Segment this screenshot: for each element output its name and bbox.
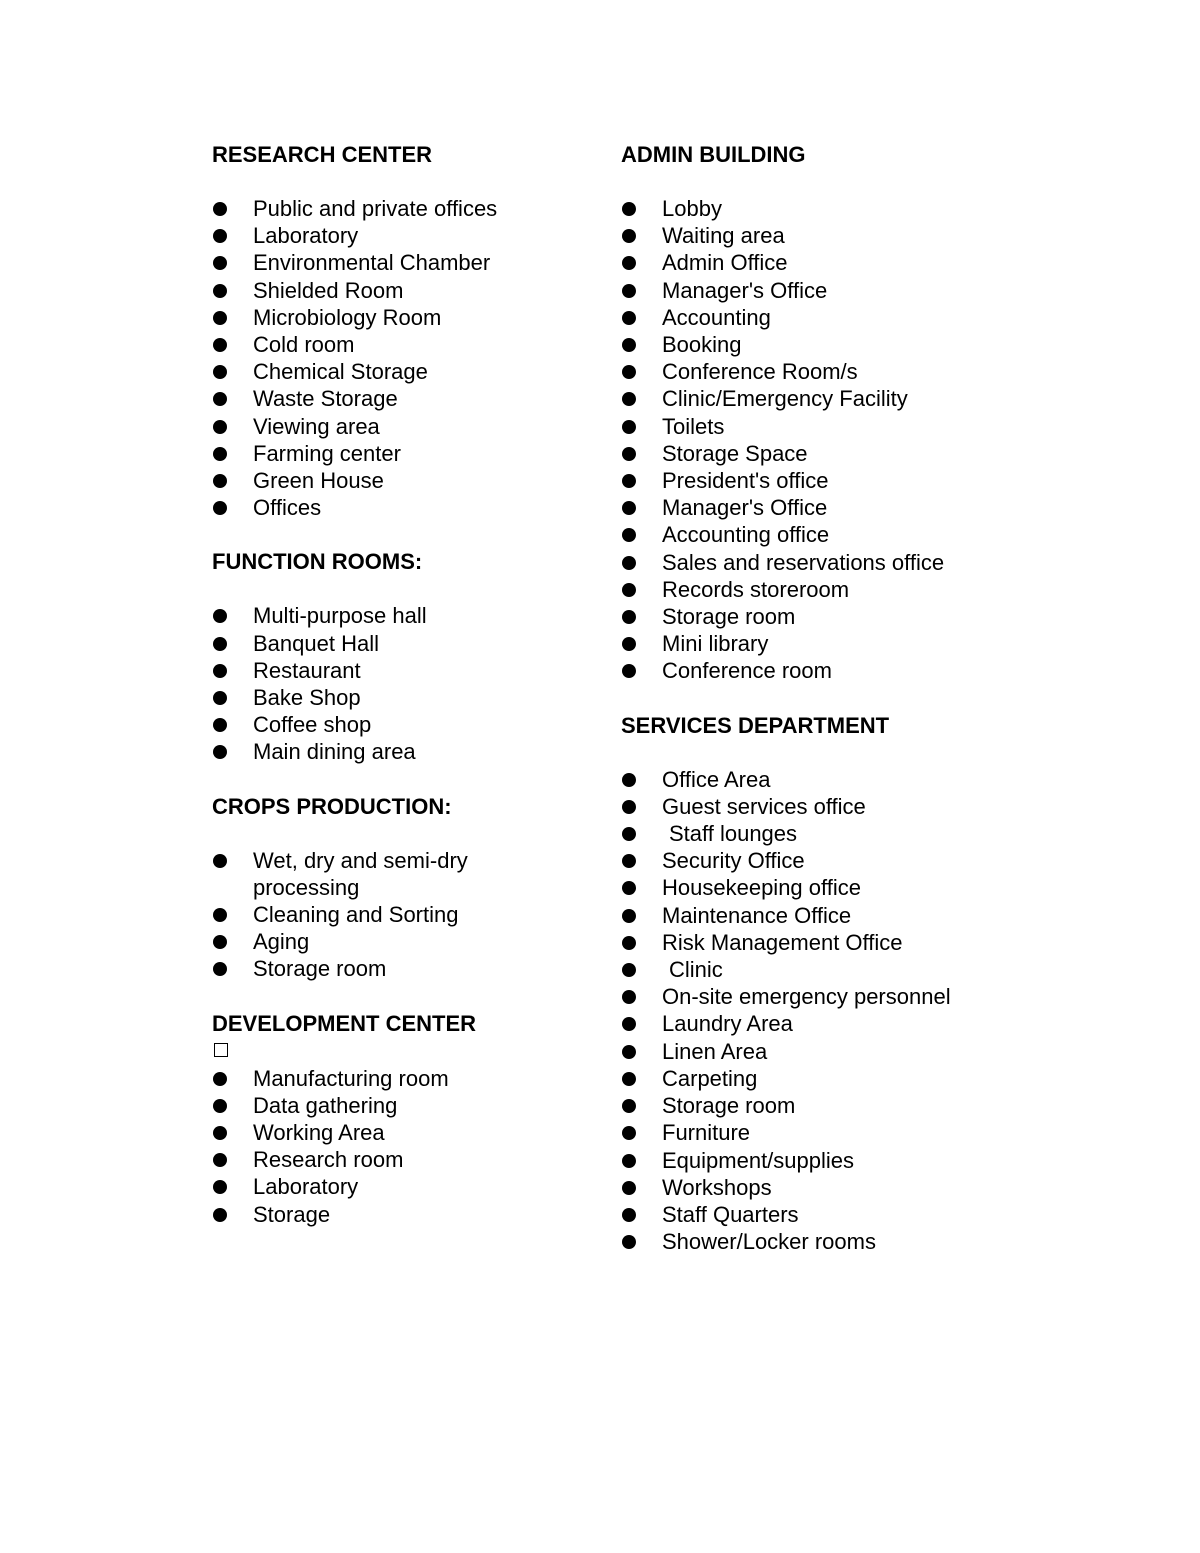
list-item-label: Green House bbox=[253, 468, 384, 494]
list-item-label: Guest services office bbox=[662, 793, 866, 819]
list-item bbox=[621, 793, 1021, 820]
bullet-icon bbox=[622, 392, 636, 406]
list-item-label: Working Area bbox=[253, 1120, 385, 1146]
list-item bbox=[212, 630, 612, 657]
bullet-icon bbox=[622, 501, 636, 515]
list-item bbox=[621, 467, 1021, 494]
bullet-icon bbox=[213, 854, 227, 868]
list-item-label: President's office bbox=[662, 468, 829, 494]
list-item bbox=[212, 1201, 612, 1228]
list-item bbox=[212, 901, 612, 928]
bullet-icon bbox=[213, 1153, 227, 1167]
item-list bbox=[212, 195, 612, 521]
list-item-label: Laboratory bbox=[253, 1174, 359, 1200]
list-item-label: Security Office bbox=[662, 848, 805, 874]
list-item-label: Research room bbox=[253, 1147, 404, 1173]
list-item-label: Storage room bbox=[662, 1093, 796, 1119]
list-item-label: Toilets bbox=[662, 413, 725, 439]
list-item bbox=[212, 385, 612, 412]
list-item bbox=[621, 358, 1021, 385]
list-item-label: Microbiology Room bbox=[253, 304, 442, 330]
list-item bbox=[621, 249, 1021, 276]
list-item-label: Farming center bbox=[253, 440, 401, 466]
bullet-icon bbox=[622, 664, 636, 678]
list-item bbox=[621, 1119, 1021, 1146]
bullet-icon bbox=[622, 365, 636, 379]
list-item-label: Banquet Hall bbox=[253, 630, 379, 656]
bullet-icon bbox=[622, 1126, 636, 1140]
list-item bbox=[621, 440, 1021, 467]
bullet-icon bbox=[213, 447, 227, 461]
list-item-label: Shower/Locker rooms bbox=[662, 1229, 876, 1255]
list-item-label: Public and private offices bbox=[253, 196, 498, 221]
bullet-icon bbox=[213, 637, 227, 651]
bullet-icon bbox=[213, 284, 227, 298]
bullet-icon bbox=[622, 528, 636, 542]
bullet-icon bbox=[213, 664, 227, 678]
list-item-label: Waste Storage bbox=[253, 386, 398, 412]
section-title: DEVELOPMENT CENTER bbox=[212, 1010, 477, 1036]
list-item bbox=[621, 331, 1021, 358]
list-item-label: Cold room bbox=[253, 332, 355, 358]
list-item bbox=[621, 820, 1021, 847]
list-item bbox=[212, 602, 612, 629]
bullet-icon bbox=[622, 827, 636, 841]
list-item bbox=[212, 684, 612, 711]
list-item-label: Furniture bbox=[662, 1120, 751, 1146]
list-item bbox=[621, 195, 1021, 222]
list-item-label: Lobby bbox=[662, 196, 722, 221]
list-item bbox=[621, 902, 1021, 929]
list-item bbox=[621, 983, 1021, 1010]
list-item bbox=[621, 1038, 1021, 1065]
bullet-icon bbox=[622, 1017, 636, 1031]
list-item bbox=[621, 576, 1021, 603]
bullet-icon bbox=[622, 420, 636, 434]
bullet-icon bbox=[622, 881, 636, 895]
list-item-label: Aging bbox=[253, 929, 310, 955]
bullet-icon bbox=[213, 501, 227, 515]
list-item-label: Carpeting bbox=[662, 1065, 758, 1091]
item-list bbox=[212, 602, 612, 765]
list-item bbox=[212, 1173, 612, 1200]
list-item-label: Storage room bbox=[662, 604, 796, 630]
left-column bbox=[212, 141, 612, 1255]
list-item bbox=[212, 277, 612, 304]
section-title: RESEARCH CENTER bbox=[212, 142, 433, 167]
list-item-label: Coffee shop bbox=[253, 712, 372, 738]
bullet-icon bbox=[622, 338, 636, 352]
bullet-icon bbox=[622, 637, 636, 651]
bullet-icon bbox=[622, 990, 636, 1004]
list-item-label: Cleaning and Sorting bbox=[253, 902, 459, 928]
list-item bbox=[212, 440, 612, 467]
list-item-label: Mini library bbox=[662, 631, 769, 657]
section-title: ADMIN BUILDING bbox=[621, 142, 806, 167]
list-item-label: Risk Management Office bbox=[662, 929, 903, 955]
list-item-label: Conference room bbox=[662, 658, 832, 684]
list-item-label: Admin Office bbox=[662, 250, 788, 276]
list-item-label: Equipment/supplies bbox=[662, 1147, 855, 1173]
bullet-icon bbox=[622, 284, 636, 298]
bullet-icon bbox=[622, 311, 636, 325]
bullet-icon bbox=[213, 1208, 227, 1222]
list-item bbox=[621, 956, 1021, 983]
bullet-icon bbox=[622, 773, 636, 787]
list-item-label: On-site emergency personnel bbox=[662, 984, 951, 1010]
list-item-label: Bake Shop bbox=[253, 685, 361, 711]
list-item bbox=[621, 847, 1021, 874]
list-item bbox=[212, 711, 612, 738]
list-item-label: Storage Space bbox=[662, 440, 808, 466]
bullet-icon bbox=[213, 229, 227, 243]
list-item bbox=[621, 1174, 1021, 1201]
bullet-icon bbox=[622, 556, 636, 570]
list-item bbox=[212, 657, 612, 684]
item-list bbox=[212, 847, 612, 983]
list-item-label: Booking bbox=[662, 332, 742, 358]
bullet-icon bbox=[622, 963, 636, 977]
list-item bbox=[212, 222, 612, 249]
list-item-label: Records storeroom bbox=[662, 576, 850, 602]
section-services-department bbox=[621, 712, 1021, 1256]
list-item bbox=[621, 277, 1021, 304]
section-title: FUNCTION ROOMS: bbox=[212, 549, 423, 575]
list-item bbox=[212, 249, 612, 276]
bullet-icon bbox=[622, 800, 636, 814]
bullet-icon bbox=[213, 1180, 227, 1194]
right-column bbox=[621, 141, 1021, 1282]
list-item bbox=[212, 467, 612, 494]
bullet-icon bbox=[622, 583, 636, 597]
list-item bbox=[621, 657, 1021, 684]
bullet-icon bbox=[622, 936, 636, 950]
bullet-icon bbox=[622, 447, 636, 461]
bullet-icon bbox=[622, 1154, 636, 1168]
list-item bbox=[212, 1119, 612, 1146]
list-item bbox=[621, 874, 1021, 901]
bullet-icon bbox=[213, 365, 227, 379]
list-item-label: Staff lounges bbox=[669, 821, 798, 847]
section-title: SERVICES DEPARTMENT bbox=[621, 712, 890, 738]
bullet-icon bbox=[213, 609, 227, 623]
list-item bbox=[621, 603, 1021, 630]
list-item bbox=[212, 1146, 612, 1173]
bullet-icon bbox=[213, 908, 227, 922]
item-list bbox=[621, 766, 1021, 1256]
empty-checkbox-icon bbox=[214, 1043, 228, 1057]
section-crops-production bbox=[212, 793, 612, 983]
list-item-label: Workshops bbox=[662, 1174, 772, 1200]
item-list bbox=[621, 195, 1021, 685]
list-item-label: Storage room bbox=[253, 956, 387, 982]
list-item bbox=[621, 1147, 1021, 1174]
section-development-center bbox=[212, 1010, 612, 1228]
list-item bbox=[621, 222, 1021, 249]
list-item-label: Viewing area bbox=[253, 413, 380, 439]
list-item-label: Shielded Room bbox=[253, 277, 404, 303]
list-item bbox=[212, 1092, 612, 1119]
list-item-label: Housekeeping office bbox=[662, 875, 861, 901]
list-item-label: Manager's Office bbox=[662, 495, 828, 521]
bullet-icon bbox=[213, 1072, 227, 1086]
bullet-icon bbox=[213, 718, 227, 732]
section-function-rooms bbox=[212, 548, 612, 765]
bullet-icon bbox=[213, 745, 227, 759]
bullet-icon bbox=[213, 392, 227, 406]
list-item-label: Conference Room/s bbox=[662, 359, 858, 385]
bullet-icon bbox=[622, 1072, 636, 1086]
bullet-icon bbox=[213, 935, 227, 949]
bullet-icon bbox=[622, 909, 636, 923]
list-item-label: Chemical Storage bbox=[253, 359, 428, 385]
list-item bbox=[621, 494, 1021, 521]
list-item bbox=[621, 549, 1021, 576]
list-item bbox=[621, 1010, 1021, 1037]
list-item bbox=[212, 847, 473, 901]
bullet-icon bbox=[213, 962, 227, 976]
list-item-label: Main dining area bbox=[253, 739, 416, 765]
bullet-icon bbox=[213, 420, 227, 434]
list-item bbox=[212, 331, 612, 358]
bullet-icon bbox=[622, 1099, 636, 1113]
bullet-icon bbox=[622, 229, 636, 243]
list-item-label: Data gathering bbox=[253, 1092, 398, 1118]
list-item-label: Manager's Office bbox=[662, 277, 828, 303]
list-item-label: Maintenance Office bbox=[662, 902, 852, 928]
list-item-label: Accounting office bbox=[662, 522, 830, 548]
list-item bbox=[621, 521, 1021, 548]
list-item-label: Environmental Chamber bbox=[253, 250, 491, 276]
list-item bbox=[212, 195, 612, 222]
bullet-icon bbox=[622, 610, 636, 624]
list-item-label: Clinic bbox=[669, 957, 723, 983]
bullet-icon bbox=[213, 311, 227, 325]
list-item bbox=[621, 385, 1021, 412]
list-item-label: Laboratory bbox=[253, 223, 359, 249]
bullet-icon bbox=[622, 1235, 636, 1249]
list-item-label: Clinic/Emergency Facility bbox=[662, 386, 908, 412]
section-research-center bbox=[212, 141, 612, 521]
bullet-icon bbox=[622, 1208, 636, 1222]
list-item bbox=[212, 955, 612, 982]
bullet-icon bbox=[213, 474, 227, 488]
bullet-icon bbox=[213, 256, 227, 270]
list-item bbox=[621, 413, 1021, 440]
list-item-label: Office Area bbox=[662, 766, 771, 792]
bullet-icon bbox=[213, 338, 227, 352]
list-item bbox=[212, 413, 612, 440]
list-item bbox=[621, 1092, 1021, 1119]
bullet-icon bbox=[622, 854, 636, 868]
bullet-icon bbox=[622, 202, 636, 216]
list-item bbox=[212, 494, 612, 521]
list-item-label: Restaurant bbox=[253, 657, 361, 683]
bullet-icon bbox=[213, 1126, 227, 1140]
list-item-label: Multi-purpose hall bbox=[253, 603, 427, 629]
bullet-icon bbox=[622, 1045, 636, 1059]
section-admin-building bbox=[621, 141, 1021, 685]
section-title: CROPS PRODUCTION: bbox=[212, 793, 452, 819]
list-item-label: Sales and reservations office bbox=[662, 549, 945, 575]
list-item bbox=[621, 1201, 1021, 1228]
list-item bbox=[621, 1065, 1021, 1092]
bullet-icon bbox=[622, 256, 636, 270]
list-item bbox=[212, 304, 612, 331]
list-item-label: Laundry Area bbox=[662, 1011, 793, 1037]
list-item bbox=[621, 1228, 1021, 1255]
list-item bbox=[621, 630, 1021, 657]
list-item bbox=[212, 738, 612, 765]
list-item-label: Manufacturing room bbox=[253, 1065, 449, 1091]
item-list bbox=[212, 1065, 612, 1228]
bullet-icon bbox=[213, 1099, 227, 1113]
list-item-label: Waiting area bbox=[662, 223, 785, 249]
list-item bbox=[621, 929, 1021, 956]
list-item-label: Staff Quarters bbox=[662, 1201, 799, 1227]
list-item-label: Linen Area bbox=[662, 1038, 768, 1064]
list-item bbox=[212, 928, 612, 955]
list-item-label: Storage bbox=[253, 1201, 331, 1227]
bullet-icon bbox=[213, 691, 227, 705]
list-item bbox=[621, 766, 1021, 793]
bullet-icon bbox=[622, 1181, 636, 1195]
list-item-label: Offices bbox=[253, 495, 322, 521]
list-item bbox=[212, 358, 612, 385]
bullet-icon bbox=[213, 202, 227, 216]
list-item bbox=[621, 304, 1021, 331]
list-item-label: Wet, dry and semi-dry processing bbox=[253, 847, 468, 900]
bullet-icon bbox=[622, 474, 636, 488]
list-item bbox=[212, 1065, 612, 1092]
list-item-label: Accounting bbox=[662, 304, 771, 330]
